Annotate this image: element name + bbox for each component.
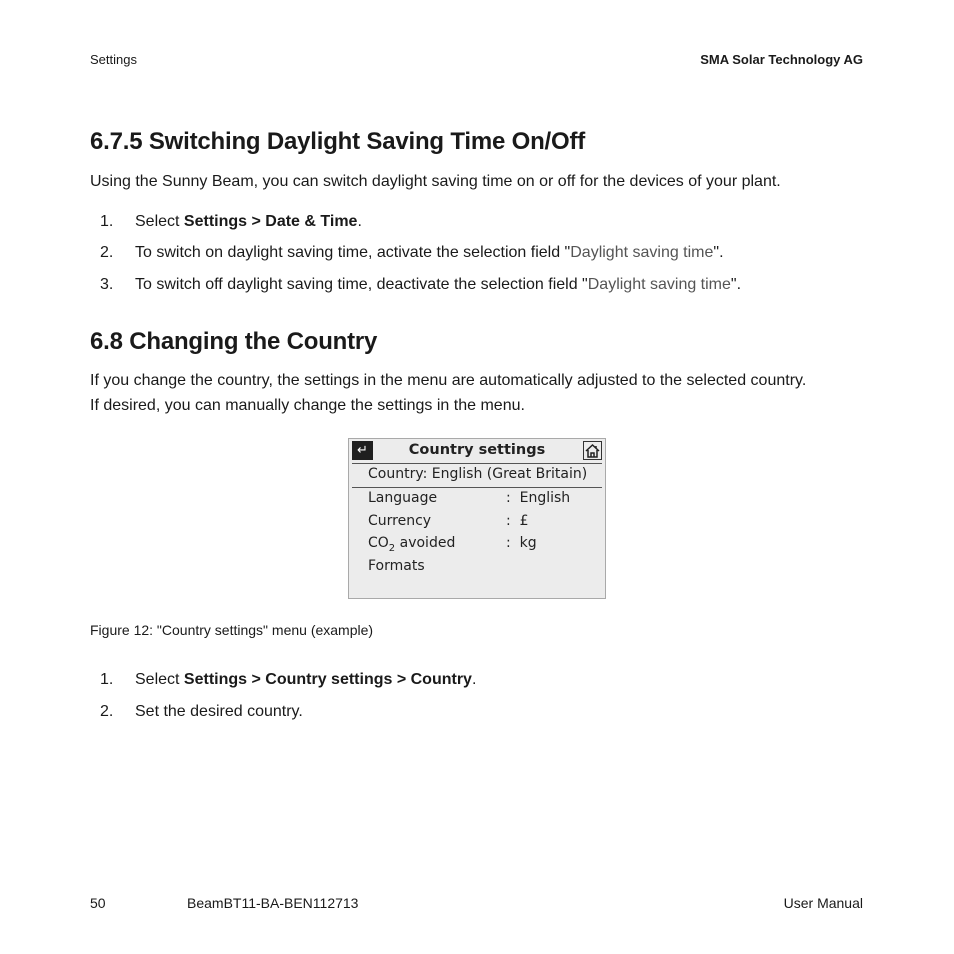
figure-caption: Figure 12: "Country settings" menu (example)	[90, 622, 374, 638]
step-text: To switch off daylight saving time, deactivate the selection field "	[135, 276, 588, 293]
co2-label: $CO_2$ avoided	[368, 535, 456, 554]
screen-title: Country settings	[408, 442, 546, 458]
step-text: Select	[135, 671, 184, 688]
ui-field-name: Daylight saving time	[587, 276, 731, 293]
heading-changing-country: 6.8 Changing the Country	[90, 328, 378, 355]
heading-daylight-saving: 6.7.5 Switching Daylight Saving Time On/Off	[90, 128, 586, 155]
home-icon	[583, 441, 602, 460]
step-text-end: ".	[713, 244, 724, 261]
step-675-3	[100, 276, 741, 294]
country-line: Country: English (Great Britain)	[368, 466, 588, 482]
step-text-end: .	[471, 671, 477, 688]
step-text: To switch on daylight saving time, activate the selection field "	[135, 244, 571, 261]
step-number: 2.	[100, 244, 114, 261]
intro-country-2: If desired, you can manually change the settings in the menu.	[90, 397, 525, 414]
step-68-1	[100, 671, 476, 689]
step-text: Select	[135, 213, 184, 230]
header-company: SMA Solar Technology AG	[700, 52, 863, 67]
language-label: Language	[368, 490, 438, 506]
step-number: 1.	[100, 213, 114, 230]
step-text-end: .	[357, 213, 362, 230]
step-675-1	[100, 213, 362, 231]
country-settings-screen	[348, 438, 606, 599]
intro-country-1: If you change the country, the settings in the menu are automatically adjusted to the selected country.	[90, 372, 807, 389]
ui-field-name: Daylight saving time	[570, 244, 714, 261]
step-number: 3.	[100, 276, 114, 293]
step-number: 1.	[100, 671, 114, 688]
intro-daylight-saving: Using the Sunny Beam, you can switch daylight saving time on or off for the devices of your plant.	[90, 173, 781, 190]
currency-label: Currency	[368, 513, 432, 529]
menu-path: Settings > Date & Time	[183, 213, 358, 230]
step-675-2	[100, 244, 724, 262]
menu-path: Settings > Country settings > Country	[183, 671, 472, 688]
step-text-end: ".	[730, 276, 742, 293]
footer-doc-type: User Manual	[783, 895, 863, 911]
footer-doc-id: BeamBT11-BA-BEN112713	[187, 895, 359, 911]
co2-value: : kg	[506, 535, 537, 551]
header-section: Settings	[90, 52, 137, 67]
title-divider	[352, 463, 602, 464]
step-68-2	[100, 703, 303, 721]
footer-page-number: 50	[90, 895, 106, 911]
country-divider	[352, 487, 602, 488]
step-text: Set the desired country.	[135, 703, 303, 720]
language-value: : English	[506, 490, 571, 506]
currency-value: : £	[506, 513, 529, 529]
formats-label: Formats	[368, 558, 425, 574]
step-number: 2.	[100, 703, 114, 720]
back-icon: ↵	[352, 441, 373, 460]
